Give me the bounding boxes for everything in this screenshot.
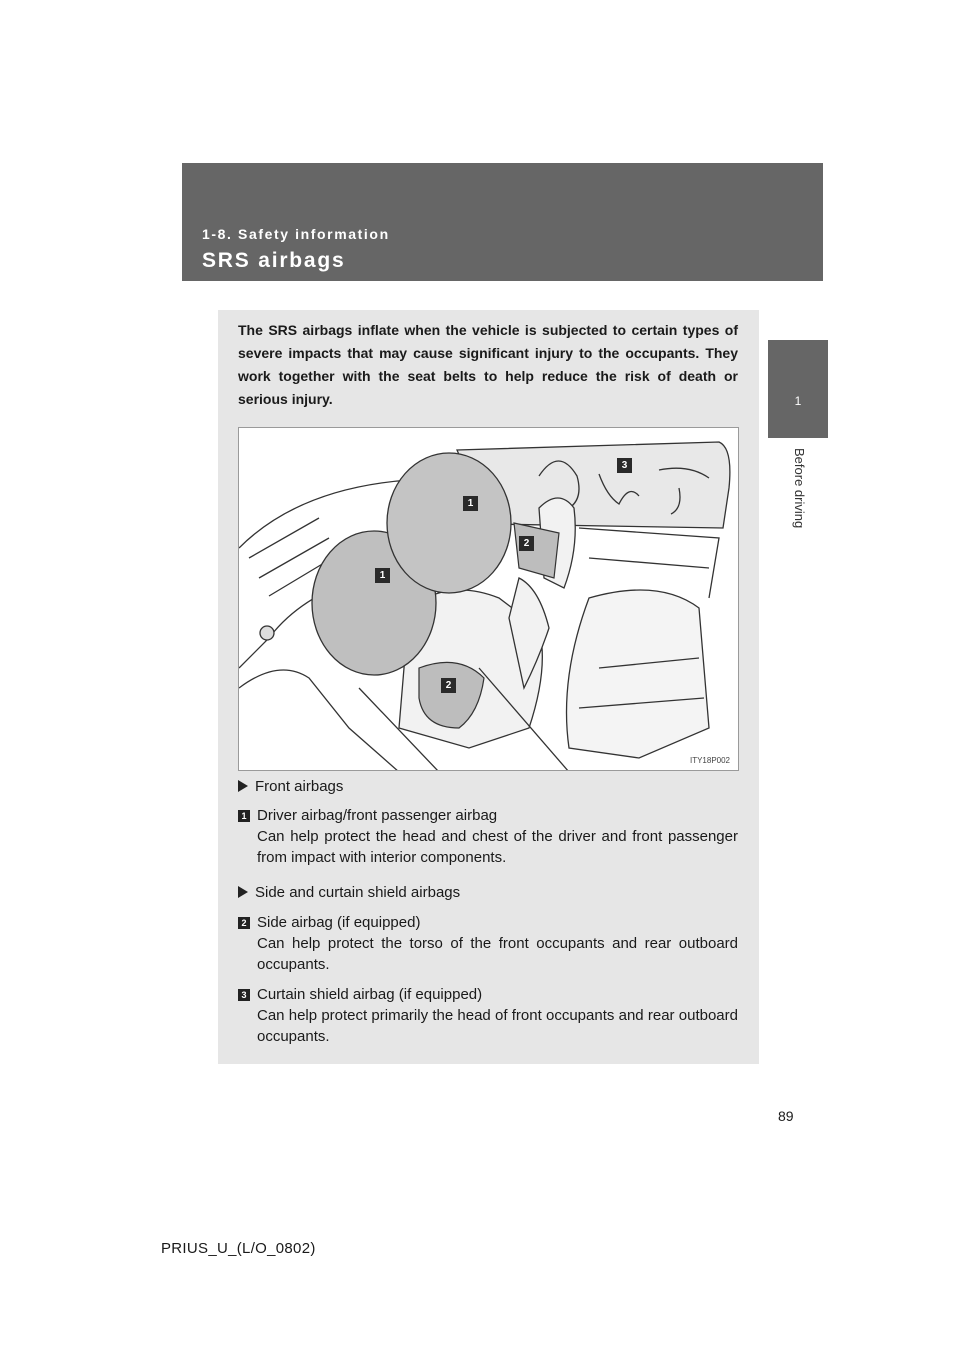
number-badge: 1 <box>238 810 250 822</box>
list-item <box>238 984 738 1047</box>
list-item <box>238 912 738 975</box>
callout-2-rear: 2 <box>519 536 534 551</box>
chapter-tab-label: Before driving <box>792 448 807 529</box>
car-interior-drawing <box>239 428 739 771</box>
figure-code: ITY18P002 <box>689 756 730 765</box>
number-badge: 3 <box>238 989 250 1001</box>
list-item <box>238 805 738 868</box>
item-title: Driver airbag/front passenger airbag <box>257 807 498 824</box>
section-label: 1-8. Safety information <box>202 226 390 242</box>
item-title: Side airbag (if equipped) <box>257 914 421 931</box>
callout-3-curtain: 3 <box>617 458 632 473</box>
item-description: Can help protect primarily the head of front occupants and rear outboard occupants. <box>257 1007 738 1045</box>
callout-2-front: 2 <box>441 678 456 693</box>
triangle-bullet-icon <box>238 780 248 792</box>
group-heading-text: Front airbags <box>255 778 344 795</box>
airbag-illustration <box>238 427 739 771</box>
triangle-bullet-icon <box>238 886 248 898</box>
intro-text: The SRS airbags inflate when the vehicle is subjected to certain types of severe impacts that may cause significant injury to the occupants. They work together with the seat belts to help reduce the risk of death or serious injury. <box>238 322 738 407</box>
item-description: Can help protect the torso of the front occupants and rear outboard occupants. <box>257 935 738 973</box>
chapter-tab[interactable] <box>768 340 828 438</box>
page-number: 89 <box>778 1108 794 1124</box>
group-heading-side <box>238 884 460 901</box>
content-panel <box>218 310 759 1064</box>
item-description: Can help protect the head and chest of the driver and front passenger from impact with interior components. <box>257 828 738 866</box>
item-title: Curtain shield airbag (if equipped) <box>257 986 483 1003</box>
group-heading-text: Side and curtain shield airbags <box>255 884 461 901</box>
document-id: PRIUS_U_(L/O_0802) <box>161 1240 316 1257</box>
callout-1-passenger: 1 <box>463 496 478 511</box>
group-heading-front <box>238 778 343 795</box>
callout-1-driver: 1 <box>375 568 390 583</box>
page-title: SRS airbags <box>202 249 346 272</box>
number-badge: 2 <box>238 917 250 929</box>
header-bar <box>182 163 823 281</box>
chapter-tab-number: 1 <box>794 394 802 408</box>
